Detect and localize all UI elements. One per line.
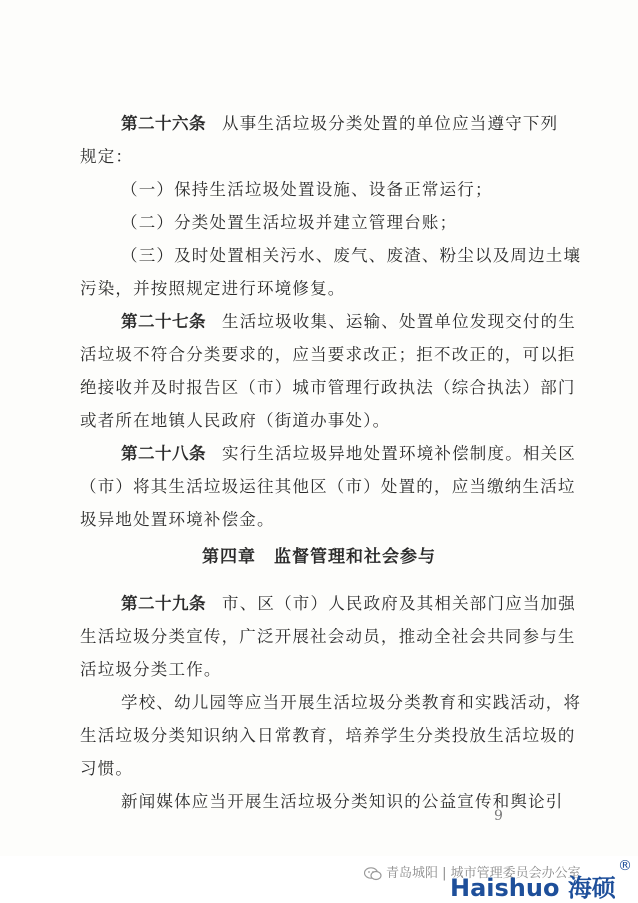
haishuo-logo: Haishuo 海硕 <box>450 874 616 902</box>
article-26-line-2: 规定： <box>80 147 134 166</box>
article-29-line-1: 第二十九条 市、区（市）人民政府及其相关部门应当加强 <box>121 594 576 613</box>
article-26-item-2: （二）分类处置生活垃圾并建立管理台账； <box>121 213 458 232</box>
registered-mark: ® <box>618 858 632 874</box>
article-28-number: 第二十八条 <box>121 444 206 463</box>
article-27-line-3: 绝接收并及时报告区（市）城市管理行政执法（综合执法）部门 <box>80 378 576 397</box>
article-29-line-2: 生活垃圾分类宣传，广泛开展社会动员，推动全社会共同参与生 <box>80 627 576 646</box>
article-28-line-3: 圾异地处置环境补偿金。 <box>80 510 275 529</box>
wechat-account-label: 青岛城阳 | 城市管理委员会办公室 <box>364 862 581 881</box>
article-26-number: 第二十六条 <box>121 114 206 133</box>
page-number: 9 <box>494 808 503 824</box>
article-26-line-1: 第二十六条 从事生活垃圾分类处置的单位应当遵守下列 <box>121 114 559 133</box>
article-27-line-1: 第二十七条 生活垃圾收集、运输、处置单位发现交付的生 <box>121 312 576 331</box>
article-26-item-3: （三）及时处置相关污水、废气、废渣、粉尘以及周边土壤 <box>121 246 582 265</box>
article-29-para-3-line-1: 新闻媒体应当开展生活垃圾分类知识的公益宣传和舆论引 <box>121 792 564 811</box>
article-26-item-1: （一）保持生活垃圾处置设施、设备正常运行； <box>121 180 493 199</box>
article-29-line-3: 活垃圾分类工作。 <box>80 660 222 679</box>
article-27-line-2: 活垃圾不符合分类要求的，应当要求改正；拒不改正的，可以拒 <box>80 345 576 364</box>
wechat-icon <box>364 867 382 881</box>
article-29-number: 第二十九条 <box>121 594 206 613</box>
article-27-line-4: 或者所在地镇人民政府（街道办事处）。 <box>80 411 391 430</box>
article-27-number: 第二十七条 <box>121 312 206 331</box>
article-28-line-2: （市）将其生活垃圾运往其他区（市）处置的，应当缴纳生活垃 <box>80 477 576 496</box>
article-29-para-2-line-1: 学校、幼儿园等应当开展生活垃圾分类教育和实践活动，将 <box>121 693 582 712</box>
article-29-para-2-line-3: 习惯。 <box>80 759 134 778</box>
article-26-item-3-cont: 污染，并按照规定进行环境修复。 <box>80 279 346 298</box>
chapter-4-title: 第四章 监督管理和社会参与 <box>202 547 436 567</box>
article-29-para-2-line-2: 生活垃圾分类知识纳入日常教育，培养学生分类投放生活垃圾的 <box>80 726 576 745</box>
article-28-line-1: 第二十八条 实行生活垃圾异地处置环境补偿制度。相关区 <box>121 444 576 463</box>
